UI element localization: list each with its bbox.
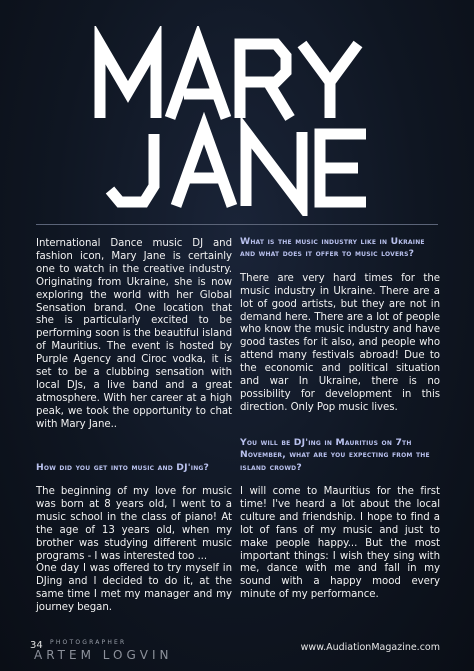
answer-2: There are very hard times for the music industry in Ukraine. There are a lot of good artists, but they are not in demand here. There are a lot of people who know the music industry and have good tastes for it also, and people who attend many festivals abroad! Due to the economic and political situation and war In Ukraine, there is no possibility for development in this direction. Only Pop music lives. <box>240 272 440 413</box>
question-2: What is the music industry like in Ukraine and what does it offer to music lovers? <box>240 236 425 260</box>
question-1: How did you get into music and DJ'ing? <box>36 461 210 473</box>
magazine-url[interactable]: www.AudiationMagazine.com <box>300 642 440 653</box>
logo-lettering <box>90 26 390 216</box>
answer-1-paragraph-2: One day I was offered to try myself in DJing and I decided to do it, at the same time I met my manager and my journey began. <box>36 563 232 614</box>
mary-jane-logo <box>90 26 390 216</box>
logo-letter-a2 <box>176 128 232 206</box>
logo-letter-y <box>302 44 358 82</box>
photographer-name: ARTEM LOGVIN <box>34 648 173 662</box>
header-divider <box>36 224 438 225</box>
question-3: You will be DJ'ing in Mauritius on 7th November, what are you expecting from the island crowd? <box>240 436 430 473</box>
photographer-label: PHOTOGRAPHER <box>50 639 127 646</box>
right-column <box>240 236 440 602</box>
logo-letter-j <box>110 134 154 202</box>
answer-3: I will come to Mauritius for the first time! I've heard a lot about the local culture and friendship. I hope to find a lot of fans of my music and just to make people happy... But the most important things: I wish they sing with me, dance with me and fall in my sound with a happy mood every minute of my performance. <box>240 486 440 601</box>
intro-paragraph: International Dance music DJ and fashion icon, Mary Jane is certainly one to watch in the creative industry. Originating from Ukraine, she is now exploring the world with her Global Sensation brand. One location that she is particularly excited to be performing soon is the beautiful island of Mauritius. The event is hosted by Purple Agency and Ciroc vodka, it is set to be a clubbing sensation with local DJs, a live band and a great atmosphere. With her career at a high peak, we took the opportunity to chat with Mary Jane.. <box>36 238 232 430</box>
logo-letter-n <box>246 132 302 206</box>
page-number: 34 <box>30 640 43 651</box>
logo-letter-m <box>100 44 156 118</box>
logo-letter-a1 <box>170 40 226 118</box>
answer-1-paragraph-1: The beginning of my love for music was born at 8 years old, I went to a music school in the class of piano! At the age of 13 years old, when my brother was studying different music programs - I was interested too ... <box>36 486 232 562</box>
left-column <box>36 238 232 615</box>
